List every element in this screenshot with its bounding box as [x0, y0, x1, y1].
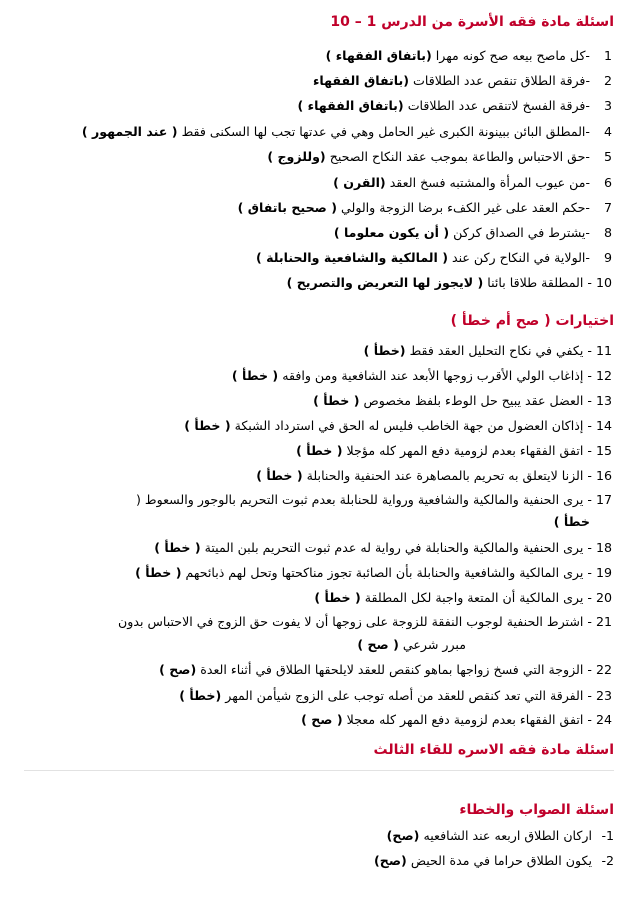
question-line [4, 614, 612, 630]
question-line [4, 343, 612, 359]
question-text: المطلقة طلاقا بائنا [487, 275, 584, 290]
page-title: اسئلة مادة فقه الأسرة من الدرس 1 – 10 [330, 14, 614, 30]
question-number: 4 [603, 124, 612, 139]
question-line [4, 688, 612, 704]
question-text: -من عيوب المرأة والمشتبه فسخ العقد [389, 175, 590, 190]
question-line [4, 492, 612, 508]
answer-label: (صح ) [159, 662, 197, 677]
answer-label: ( صح ) [301, 712, 343, 727]
divider [24, 770, 614, 771]
answer-label: ( خطأ ) [135, 565, 182, 580]
question-line [4, 828, 614, 844]
question-number: 17 - [587, 492, 612, 507]
question-line [4, 418, 612, 434]
question-text: إذاكان العضول من جهة الخاطب فليس له الحق في استرداد الشبكة [234, 418, 584, 433]
answer-label: ( خطأ ) [154, 540, 201, 555]
question-line [4, 175, 612, 191]
question-number: 21 - [587, 614, 612, 629]
answer-label: (خطأ ) [179, 688, 222, 703]
question-number: 12 - [587, 368, 612, 383]
question-text: -فرقة الطلاق تنقص عدد الطلاقات [413, 73, 590, 88]
question-line [4, 124, 612, 140]
answer-label: ( خطأ ) [314, 590, 361, 605]
question-text: -حكم العقد على غير الكفء برضا الزوجة والولي [340, 200, 590, 215]
question-line [4, 98, 612, 114]
question-text: -حق الاحتباس والطاعة بموجب عقد النكاح الصحيح [329, 149, 590, 164]
question-line [4, 712, 612, 728]
question-line [4, 149, 612, 165]
answer-label: ( صحيح باتفاق ) [237, 200, 337, 215]
section-heading: اسئلة مادة فقه الاسره للقاء الثالث [373, 742, 614, 758]
question-text: يرى الحنفية والمالكية والحنابلة في رواية له عدم ثبوت التحريم بلبن الميتة [204, 540, 584, 555]
question-text: اتفق الفقهاء بعدم لزومية دفع المهر كله مؤجلا [346, 443, 584, 458]
question-number: 18 - [587, 540, 612, 555]
answer-label: ( خطأ ) [313, 393, 360, 408]
question-number: 6 [603, 175, 612, 190]
question-number: 20 - [587, 590, 612, 605]
question-text: -كل ماصح بيعه صح كونه مهرا [435, 48, 590, 63]
section-heading: اسئلة الصواب والخطاء [459, 802, 614, 818]
question-line [4, 73, 612, 89]
question-text: اشترط الحنفية لوجوب النفقة للزوجة على زوجها أن لا يفوت حق الزوج في الاحتباس بدون [118, 614, 584, 629]
answer-label: ( لايجوز لها التعريض والتصريح ) [286, 275, 484, 290]
question-number: 14 - [587, 418, 612, 433]
question-number: 15 - [587, 443, 612, 458]
question-number: 24 - [587, 712, 612, 727]
question-text: يكون الطلاق حراما في مدة الحيض [410, 853, 592, 868]
question-text: -فرقة الفسخ لاتنقص عدد الطلاقات [407, 98, 590, 113]
question-number: 11 - [587, 343, 612, 358]
question-line [4, 225, 612, 241]
section-heading: اختيارات ( صح أم خطأ ) [450, 313, 614, 329]
answer-label: ( عند الجمهور ) [81, 124, 178, 139]
question-number: 1 [603, 48, 612, 63]
question-number: 10 - [587, 275, 612, 290]
question-line [4, 393, 612, 409]
question-line [4, 514, 612, 530]
question-number: 8 [603, 225, 612, 240]
question-line [4, 200, 612, 216]
question-number: 1- [601, 828, 614, 843]
question-line [4, 443, 612, 459]
answer-label: ( المالكية والشافعية والحنابلة ) [255, 250, 448, 265]
question-text: يكفي في نكاح التحليل العقد فقط [409, 343, 584, 358]
question-text: اتفق الفقهاء بعدم لزومية دفع المهر كله معجلا [346, 712, 584, 727]
answer-label: (خطأ ) [363, 343, 406, 358]
question-text: العضل عقد يبيح حل الوطء بلفظ مخصوص [363, 393, 584, 408]
question-text: الزوجة التي فسخ زواجها بماهو كنقص للعقد لايلحقها الطلاق في أثناء العدة [200, 662, 584, 677]
question-line [4, 853, 614, 869]
answer-label: خطأ ) [553, 514, 590, 529]
question-text: يرى المالكية أن المتعة واجبة لكل المطلقة [364, 590, 584, 605]
answer-label: (باتفاق الفقهاء [312, 73, 409, 88]
question-line [4, 565, 612, 581]
question-text: اركان الطلاق اربعه عند الشافعيه [423, 828, 592, 843]
answer-label: (وللزوج ) [267, 149, 326, 164]
question-number: 9 [603, 250, 612, 265]
question-line [4, 468, 612, 484]
answer-label: ( خطأ ) [296, 443, 343, 458]
question-line [4, 540, 612, 556]
answer-label: ( خطأ ) [256, 468, 303, 483]
question-text: -المطلق البائن ببينونة الكبرى غير الحامل وهي في عدتها تجب لها السكنى فقط [181, 124, 590, 139]
question-number: 2- [601, 853, 614, 868]
question-text: -الولاية في النكاح ركن عند [451, 250, 590, 265]
question-text: يرى المالكية والشافعية والحنابلة بأن الصائبة تجوز مناكحتها وتحل لهم ذبائحهم [185, 565, 584, 580]
question-text: مبرر شرعي [402, 637, 466, 652]
question-number: 2 [603, 73, 612, 88]
answer-label: (باتفاق الفقهاء ) [297, 98, 404, 113]
question-line [4, 250, 612, 266]
question-number: 22 - [587, 662, 612, 677]
answer-label: ( خطأ ) [184, 418, 231, 433]
question-number: 3 [603, 98, 612, 113]
question-line [4, 662, 612, 678]
question-line [4, 590, 612, 606]
answer-label: (باتفاق الفقهاء ) [325, 48, 432, 63]
question-line [4, 637, 488, 653]
answer-label: (صح) [386, 828, 420, 843]
question-number: 7 [603, 200, 612, 215]
question-text: الفرقة التي تعد كنقص للعقد من أصله توجب على الزوج شيأمن المهر [225, 688, 584, 703]
answer-label: ( أن يكون معلوما ) [333, 225, 450, 240]
answer-label: ( صح ) [357, 637, 399, 652]
question-text: -يشترط في الصداق كركن [453, 225, 590, 240]
question-number: 16 - [587, 468, 612, 483]
question-line [4, 275, 612, 291]
question-text: الزنا لايتعلق به تحريم بالمصاهرة عند الحنفية والحنابلة [306, 468, 584, 483]
question-line [4, 48, 612, 64]
question-text: يرى الحنفية والمالكية والشافعية ورواية للحنابلة بعدم ثبوت التحريم بالوجور والسعوط ( [136, 492, 584, 507]
question-number: 23 - [587, 688, 612, 703]
question-number: 19 - [587, 565, 612, 580]
answer-label: (القرن ) [333, 175, 386, 190]
question-number: 5 [603, 149, 612, 164]
question-text: إذاغاب الولي الأقرب زوجها الأبعد عند الشافعية ومن وافقه [282, 368, 584, 383]
question-number: 13 - [587, 393, 612, 408]
answer-label: (صح) [374, 853, 407, 868]
question-line [4, 368, 612, 384]
answer-label: ( خطأ ) [231, 368, 279, 383]
